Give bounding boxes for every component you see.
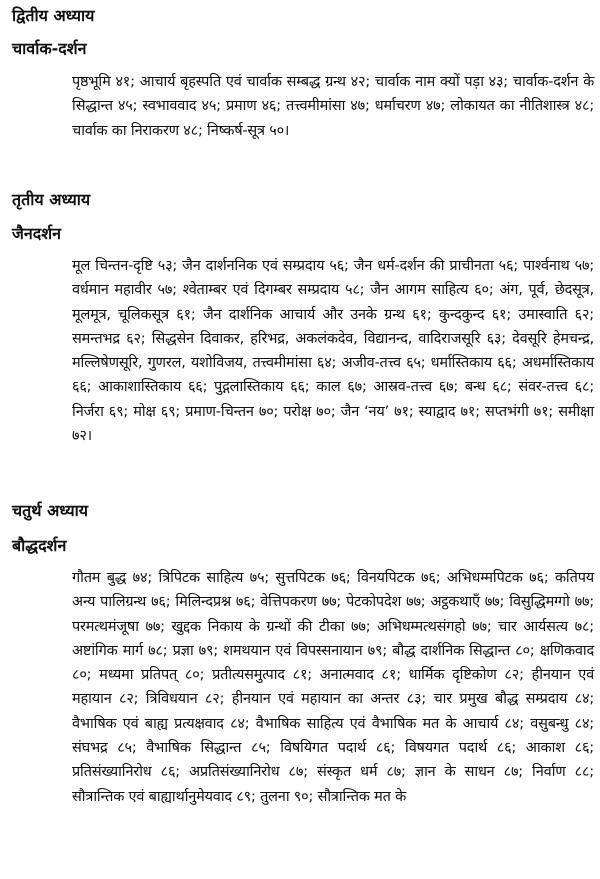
section-heading-bauddha: बौद्धदर्शन bbox=[12, 536, 67, 555]
chapter-heading-4: चतुर्थ अध्याय bbox=[12, 501, 89, 520]
paragraph-jain: मूल चिन्तन-दृष्टि ५३; जैन दार्शननिक एवं सम्प्रदाय ५६; जैन धर्म-दर्शन की प्राचीनता ५६; पार्श्वनाथ ५७; वर्धमान महावीर ५७; श्वेताम्बर एवं दिगम्बर सम्प्रदाय ५८; जैन आगम साहित्य ६०; अंग, पूर्व, छेदसूत्र, मूलमूत्र, चूलिकसूत्र ६१; जैन दार्शनिक आचार्य और उनके ग्रन्थ ६१; कुन्दकुन्द ६१; उमास्वाति ६२; समन्तभद्र ६२; सिद्धसेन दिवाकर, हरिभद्र, अकलंकदेव, विद्यानन्द, वादिराजसूरि ६३; देवसूरि हेमचन्द्र, मल्लिषेणसूरि, गुणरल, यशोविजय, तत्त्वमीमांसा ६४; अजीव-तत्त्व ६५; धर्मास्तिकाय ६६; अधर्मास्तिकाय ६६; आकाशास्तिकाय ६६; पुद्गलास्तिकाय ६६; काल ६७; आस्रव-तत्त्व ६७; बन्ध ६८; संवर-तत्त्व ६८; निर्जरा ६९; मोक्ष ६९; प्रमाण-चिन्तन ७०; परोक्ष ७०; जैन ‘नय’ ७१; स्याद्वाद ७१; सप्तभंगी ७१; समीक्षा ७२। bbox=[72, 258, 594, 445]
section-heading-charvaka: चार्वाक-दर्शन bbox=[12, 39, 87, 58]
paragraph-bauddha: गौतम बुद्ध ७४; त्रिपिटक साहित्य ७५; सुत्तपिटक ७६; विनयपिटक ७६; अभिधम्मपिटक ७६; कतिपय अन्य पालिग्रन्थ ७६; मिलिन्दप्रश्न ७६; वेत्तिपकरण ७७; पेटकोपदेश ७७; अट्ठकथाएँ ७७; विसुद्धिमग्गो ७७; परमत्थमंजूषा ७७; खुद्दक निकाय के ग्रन्थों की टीका ७७; अभिधम्मत्थसंगहो ७७; चार आर्यसत्य ७८; अष्टांगिक मार्ग ७८; प्रज्ञा ७९; शमथयान एवं विपस्सनायान ७९; बौद्ध दार्शनिक सिद्धान्त ८०; क्षणिकवाद ८०; मध्यमा प्रतिपत् ८०; प्रतीत्यसमुत्पाद ८१; अनात्मवाद ८१; धार्मिक दृष्टिकोण ८२; हीनयान एवं महायान ८२; त्रिविधयान ८२; हीनयान एवं महायान का अन्तर ८३; चार प्रमुख बौद्ध सम्प्रदाय ८४; वैभाषिक एवं बाह्य प्रत्यक्षवाद ८४; वैभाषिक साहित्य एवं वैभाषिक मत के आचार्य ८४; वसुबन्धु ८४; संघभद्र ८५; वैभाषिक सिद्धान्त ८५; विषयिगत पदार्थ ८६; विषयगत पदार्थ ८६; आकाश ८६; प्रतिसंख्यानिरोध ८६; अप्रतिसंख्यानिरोध ८७; संस्कृत धर्म ८७; ज्ञान के साधन ८७; निर्वाण ८८; सौत्रान्तिक एवं बाह्यार्थानुमेयवाद ८९; तुलना ९०; सौत्रान्तिक मत के bbox=[72, 570, 594, 805]
chapter-heading-3: तृतीय अध्याय bbox=[12, 190, 91, 209]
section-heading-jain: जैनदर्शन bbox=[12, 224, 62, 243]
chapter-heading-2: द्वितीय अध्याय bbox=[12, 6, 95, 25]
paragraph-charvaka: पृष्ठभूमि ४१; आचार्य बृहस्पति एवं चार्वाक सम्बद्ध ग्रन्थ ४२; चार्वाक नाम क्यों पड़ा ४३; चार्वाक-दर्शन के सिद्धान्त ४५; स्वभाववाद ४५; प्रमाण ४६; तत्त्वमीमांसा ४७; धर्माचरण ४७; लोकायत का नीतिशास्त्र ४८; चार्वाक का निराकरण ४८; निष्कर्ष-सूत्र ५०। bbox=[72, 74, 594, 139]
